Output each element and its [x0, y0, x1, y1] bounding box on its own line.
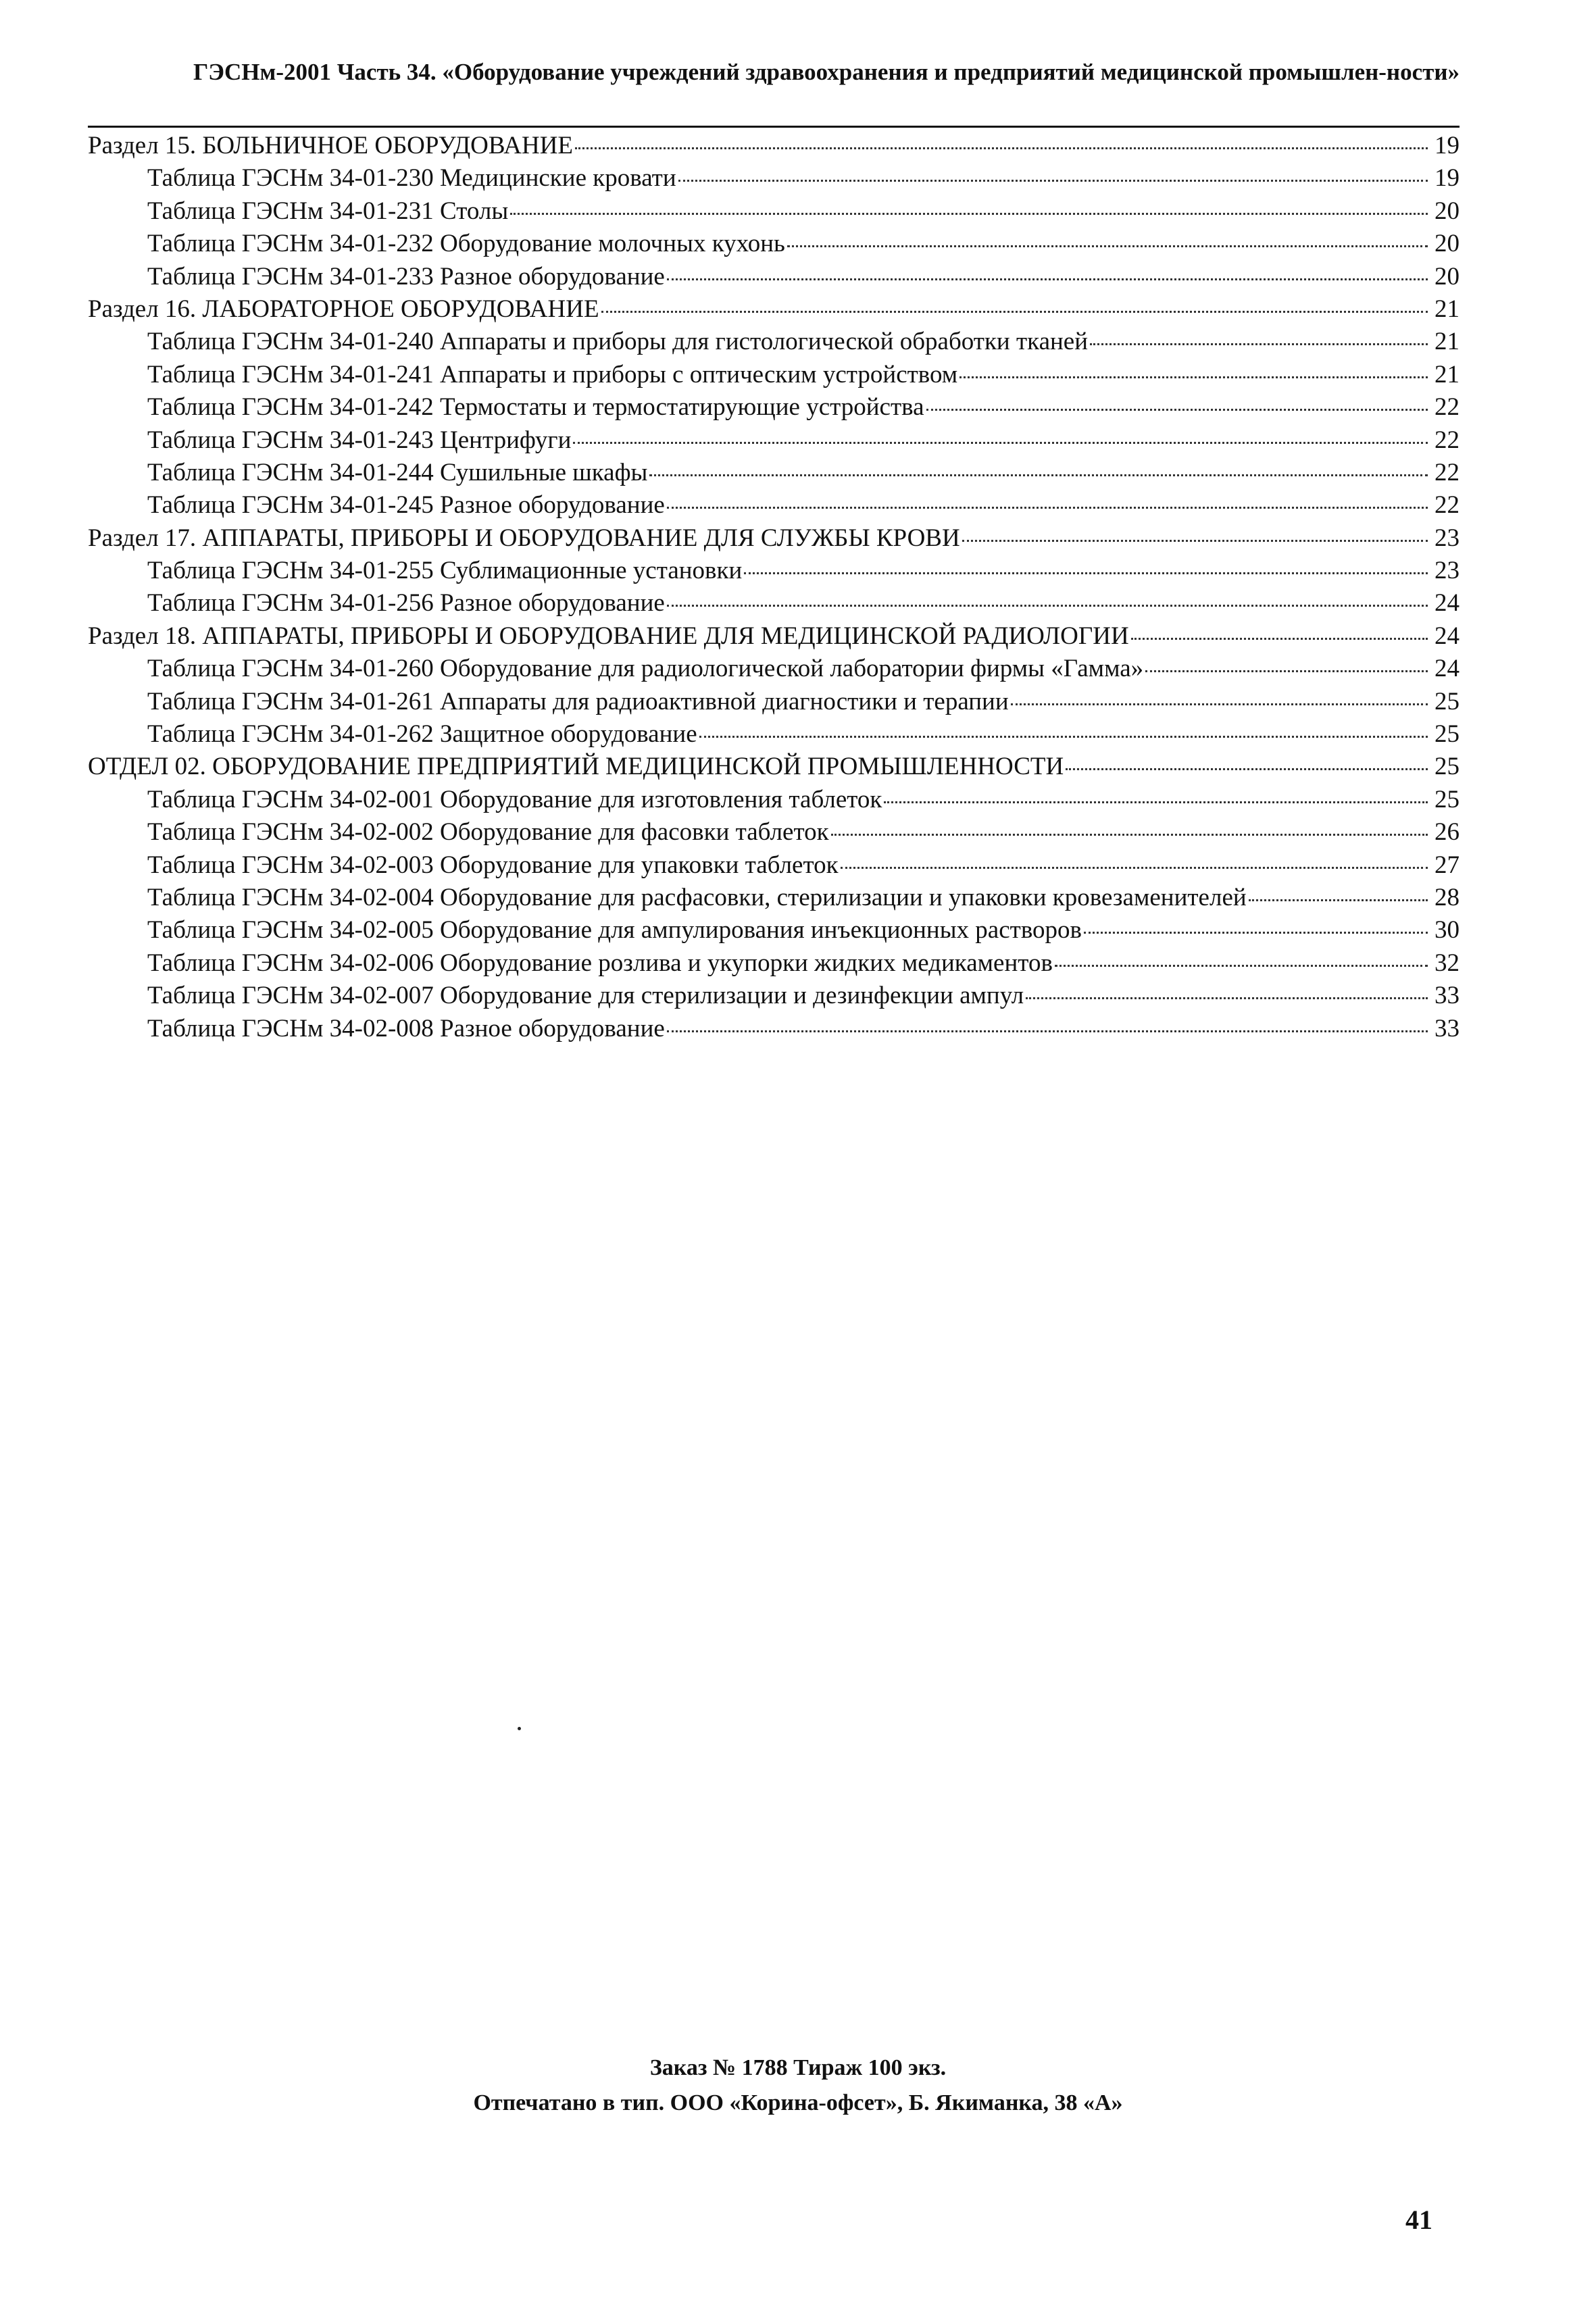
toc-dot-leader	[744, 572, 1428, 574]
imprint-order-line: Заказ № 1788 Тираж 100 экз.	[649, 2055, 947, 2080]
toc-dot-leader	[884, 801, 1428, 803]
toc-table-entry	[88, 784, 1460, 816]
toc-entry-label: Таблица ГЭСНм 34-01-243 Центрифуги	[147, 426, 572, 454]
toc-section-entry	[88, 522, 1460, 555]
toc-entry-label: Таблица ГЭСНм 34-02-001 Оборудование для изготовления таблеток	[147, 785, 882, 813]
toc-dot-leader	[1055, 965, 1428, 967]
toc-entry-page: 25	[1435, 687, 1460, 715]
print-speck	[518, 1727, 521, 1730]
toc-dot-leader	[699, 736, 1428, 738]
toc-entry-page: 22	[1435, 491, 1460, 520]
toc-entry-page: 22	[1435, 393, 1460, 422]
toc-dot-leader	[575, 147, 1428, 149]
toc-table-entry	[88, 587, 1460, 620]
toc-entry-label: Таблица ГЭСНм 34-01-261 Аппараты для радиоактивной диагностики и терапии	[147, 687, 1009, 715]
toc-entry-label: Таблица ГЭСНм 34-01-242 Термостаты и термостатирующие устройства	[147, 393, 924, 422]
toc-entry-page: 19	[1435, 132, 1460, 159]
toc-table-entry	[88, 326, 1460, 358]
toc-entry-label: Таблица ГЭСНм 34-02-006 Оборудование розлива и укупорки жидких медикаментов	[147, 949, 1053, 977]
toc-table-entry	[88, 391, 1460, 424]
toc-entry-label: Раздел 16. ЛАБОРАТОРНОЕ ОБОРУДОВАНИЕ	[88, 295, 599, 323]
toc-entry-label: Раздел 15. БОЛЬНИЧНОЕ ОБОРУДОВАНИЕ	[88, 132, 574, 159]
imprint-printer-line: Отпечатано в тип. ООО «Корина-офсет», Б. Якиманка, 38 «А»	[473, 2090, 1123, 2115]
toc-entry-label: Таблица ГЭСНм 34-02-002 Оборудование для фасовки таблеток	[147, 818, 829, 847]
table-of-contents	[88, 130, 1460, 1045]
header-title: ГЭСНм-2001 Часть 34. «Оборудование учреждений здравоохранения и предприятий медицинской промышлен-ности»	[193, 59, 1460, 85]
toc-entry-page: 24	[1435, 589, 1460, 618]
toc-entry-label: Таблица ГЭСНм 34-01-240 Аппараты и приборы для гистологической обработки тканей	[147, 328, 1089, 356]
toc-entry-label: Таблица ГЭСНм 34-02-004 Оборудование для расфасовки, стерилизации и упаковки кровезаменителей	[147, 883, 1247, 911]
toc-table-entry	[88, 653, 1460, 685]
toc-entry-page: 24	[1435, 622, 1460, 650]
toc-entry-label: Таблица ГЭСНм 34-01-230 Медицинские кровати	[147, 164, 676, 193]
toc-entry-page: 20	[1435, 197, 1460, 225]
toc-table-entry	[88, 980, 1460, 1012]
toc-table-entry	[88, 914, 1460, 947]
toc-section-entry	[88, 751, 1460, 783]
toc-dot-leader	[959, 376, 1428, 378]
toc-table-entry	[88, 1013, 1460, 1045]
toc-dot-leader	[787, 245, 1428, 247]
toc-table-entry	[88, 947, 1460, 980]
toc-entry-label: Таблица ГЭСНм 34-02-003 Оборудование для упаковки таблеток	[147, 851, 839, 879]
toc-dot-leader	[667, 605, 1428, 607]
toc-entry-label: Таблица ГЭСНм 34-02-005 Оборудование для ампулирования инъекционных растворов	[147, 916, 1082, 945]
toc-table-entry	[88, 555, 1460, 587]
toc-entry-page: 23	[1435, 524, 1460, 552]
toc-entry-page: 27	[1435, 851, 1460, 879]
toc-table-entry	[88, 195, 1460, 228]
toc-dot-leader	[841, 867, 1428, 869]
toc-dot-leader	[667, 1030, 1428, 1032]
toc-section-entry	[88, 130, 1460, 162]
toc-section-entry	[88, 620, 1460, 653]
toc-entry-label: Таблица ГЭСНм 34-01-232 Оборудование молочных кухонь	[147, 230, 785, 258]
toc-entry-label: Таблица ГЭСНм 34-01-231 Столы	[147, 197, 509, 225]
toc-dot-leader	[667, 278, 1428, 280]
toc-table-entry	[88, 686, 1460, 718]
toc-entry-page: 20	[1435, 230, 1460, 258]
toc-entry-page: 21	[1435, 360, 1460, 388]
toc-dot-leader	[1249, 899, 1428, 901]
toc-table-entry	[88, 162, 1460, 195]
toc-entry-page: 22	[1435, 426, 1460, 454]
toc-table-entry	[88, 228, 1460, 260]
toc-dot-leader	[926, 409, 1428, 411]
toc-entry-page: 30	[1435, 916, 1460, 945]
toc-entry-label: Таблица ГЭСНм 34-02-008 Разное оборудование	[147, 1014, 665, 1042]
imprint-block	[0, 2051, 1596, 2121]
toc-table-entry	[88, 424, 1460, 457]
toc-dot-leader	[1131, 638, 1428, 640]
toc-entry-page: 28	[1435, 883, 1460, 911]
toc-dot-leader	[1090, 343, 1428, 345]
toc-entry-page: 20	[1435, 262, 1460, 291]
toc-dot-leader	[1026, 997, 1428, 999]
toc-dot-leader	[1145, 670, 1428, 672]
toc-table-entry	[88, 849, 1460, 882]
toc-dot-leader	[831, 834, 1428, 836]
toc-dot-leader	[667, 507, 1428, 509]
toc-entry-label: Таблица ГЭСНм 34-01-260 Оборудование для радиологической лаборатории фирмы «Гамма»	[147, 655, 1144, 683]
toc-entry-page: 33	[1435, 982, 1460, 1010]
toc-entry-label: ОТДЕЛ 02. ОБОРУДОВАНИЕ ПРЕДПРИЯТИЙ МЕДИЦИНСКОЙ ПРОМЫШЛЕННОСТИ	[88, 753, 1064, 781]
toc-entry-label: Таблица ГЭСНм 34-01-256 Разное оборудование	[147, 589, 665, 618]
toc-entry-page: 21	[1435, 295, 1460, 323]
toc-section-entry	[88, 293, 1460, 326]
toc-entry-label: Раздел 18. АППАРАТЫ, ПРИБОРЫ И ОБОРУДОВАНИЕ ДЛЯ МЕДИЦИНСКОЙ РАДИОЛОГИИ	[88, 622, 1129, 650]
toc-dot-leader	[678, 180, 1428, 182]
toc-table-entry	[88, 718, 1460, 751]
toc-dot-leader	[573, 442, 1428, 444]
toc-dot-leader	[649, 474, 1428, 476]
toc-entry-page: 19	[1435, 164, 1460, 193]
toc-table-entry	[88, 261, 1460, 293]
toc-entry-page: 25	[1435, 753, 1460, 781]
toc-entry-label: Таблица ГЭСНм 34-01-241 Аппараты и приборы с оптическим устройством	[147, 360, 958, 388]
toc-entry-page: 24	[1435, 655, 1460, 683]
toc-dot-leader	[510, 213, 1428, 215]
toc-entry-page: 33	[1435, 1014, 1460, 1042]
toc-dot-leader	[962, 540, 1428, 542]
page-number: 41	[1405, 2205, 1432, 2235]
toc-entry-label: Таблица ГЭСНм 34-01-244 Сушильные шкафы	[147, 458, 648, 486]
toc-entry-page: 25	[1435, 720, 1460, 749]
header-divider	[88, 126, 1460, 128]
toc-entry-page: 22	[1435, 458, 1460, 486]
toc-entry-page: 23	[1435, 557, 1460, 585]
toc-dot-leader	[1084, 932, 1428, 934]
toc-entry-page: 32	[1435, 949, 1460, 977]
toc-table-entry	[88, 359, 1460, 391]
toc-entry-label: Таблица ГЭСНм 34-01-262 Защитное оборудование	[147, 720, 697, 749]
toc-entry-page: 25	[1435, 785, 1460, 813]
toc-table-entry	[88, 457, 1460, 489]
toc-dot-leader	[1011, 703, 1428, 705]
toc-entry-label: Таблица ГЭСНм 34-02-007 Оборудование для стерилизации и дезинфекции ампул	[147, 982, 1024, 1010]
toc-table-entry	[88, 816, 1460, 849]
toc-entry-label: Раздел 17. АППАРАТЫ, ПРИБОРЫ И ОБОРУДОВАНИЕ ДЛЯ СЛУЖБЫ КРОВИ	[88, 524, 960, 552]
running-header	[88, 55, 1460, 89]
toc-entry-label: Таблица ГЭСНм 34-01-255 Сублимационные установки	[147, 557, 743, 585]
toc-entry-page: 26	[1435, 818, 1460, 847]
toc-entry-label: Таблица ГЭСНм 34-01-245 Разное оборудование	[147, 491, 665, 520]
toc-dot-leader	[601, 311, 1428, 313]
toc-entry-page: 21	[1435, 328, 1460, 356]
toc-table-entry	[88, 882, 1460, 914]
toc-entry-label: Таблица ГЭСНм 34-01-233 Разное оборудование	[147, 262, 665, 291]
toc-table-entry	[88, 489, 1460, 522]
toc-dot-leader	[1066, 768, 1428, 770]
